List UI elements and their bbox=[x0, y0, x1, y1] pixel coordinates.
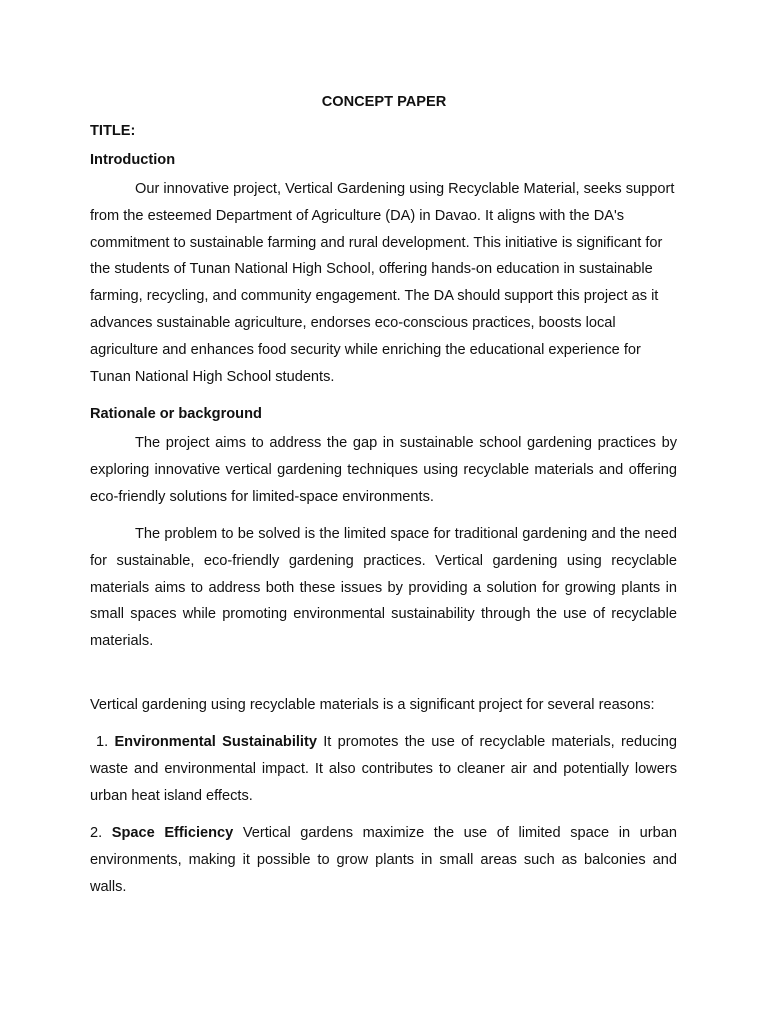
significance-item bbox=[90, 729, 677, 809]
significance-item-text: Vertical gardens maximize the use of limited space in urban environments, making it possible to grow plants in small areas such as balconies and walls. bbox=[90, 825, 677, 895]
significance-item-text: It promotes the use of recyclable materials, reducing waste and environmental impact. It also contributes to cleaner air and potentially lowers urban heat island effects. bbox=[90, 734, 677, 804]
significance-item-term: Space Efficiency bbox=[111, 825, 234, 841]
significance-item bbox=[90, 820, 677, 900]
title-label: TITLE: bbox=[90, 123, 136, 139]
introduction-paragraph: Our innovative project, Vertical Gardening using Recyclable Material, seeks support from the esteemed Department of Agriculture (DA) in Davao. It aligns with the DA's commitment to sustainable farming and rural development. This initiative is significant for the students of Tunan National High School, offering hands-on education in sustainable farming, recycling, and community engagement. The DA should support this project as it advances sustainable agriculture, endorses eco-conscious practices, boosts local agriculture and enhances food security while enriching the educational experience for Tunan National High School students. bbox=[90, 181, 675, 385]
significance-item-number: 1. bbox=[96, 734, 109, 750]
rationale-heading: Rationale or background bbox=[90, 406, 262, 422]
rationale-paragraph-2: The problem to be solved is the limited space for traditional gardening and the need for sustainable, eco-friendly gardening practices. Vertical gardening using recyclable materials aims to address both these issues by providing a solution for growing plants in small spaces while promoting environmental sustainability through the use of recyclable materials. bbox=[90, 526, 677, 650]
document-title: CONCEPT PAPER bbox=[321, 94, 447, 110]
rationale-paragraph-1: The project aims to address the gap in sustainable school gardening practices by exploring innovative vertical gardening techniques using recyclable materials and offering eco-friendly solutions for limited-space environments. bbox=[90, 435, 677, 505]
introduction-heading: Introduction bbox=[90, 152, 176, 168]
significance-intro: Vertical gardening using recyclable materials is a significant project for several reasons: bbox=[90, 697, 655, 713]
significance-item-number: 2. bbox=[90, 825, 103, 841]
significance-item-term: Environmental Sustainability bbox=[114, 734, 317, 750]
